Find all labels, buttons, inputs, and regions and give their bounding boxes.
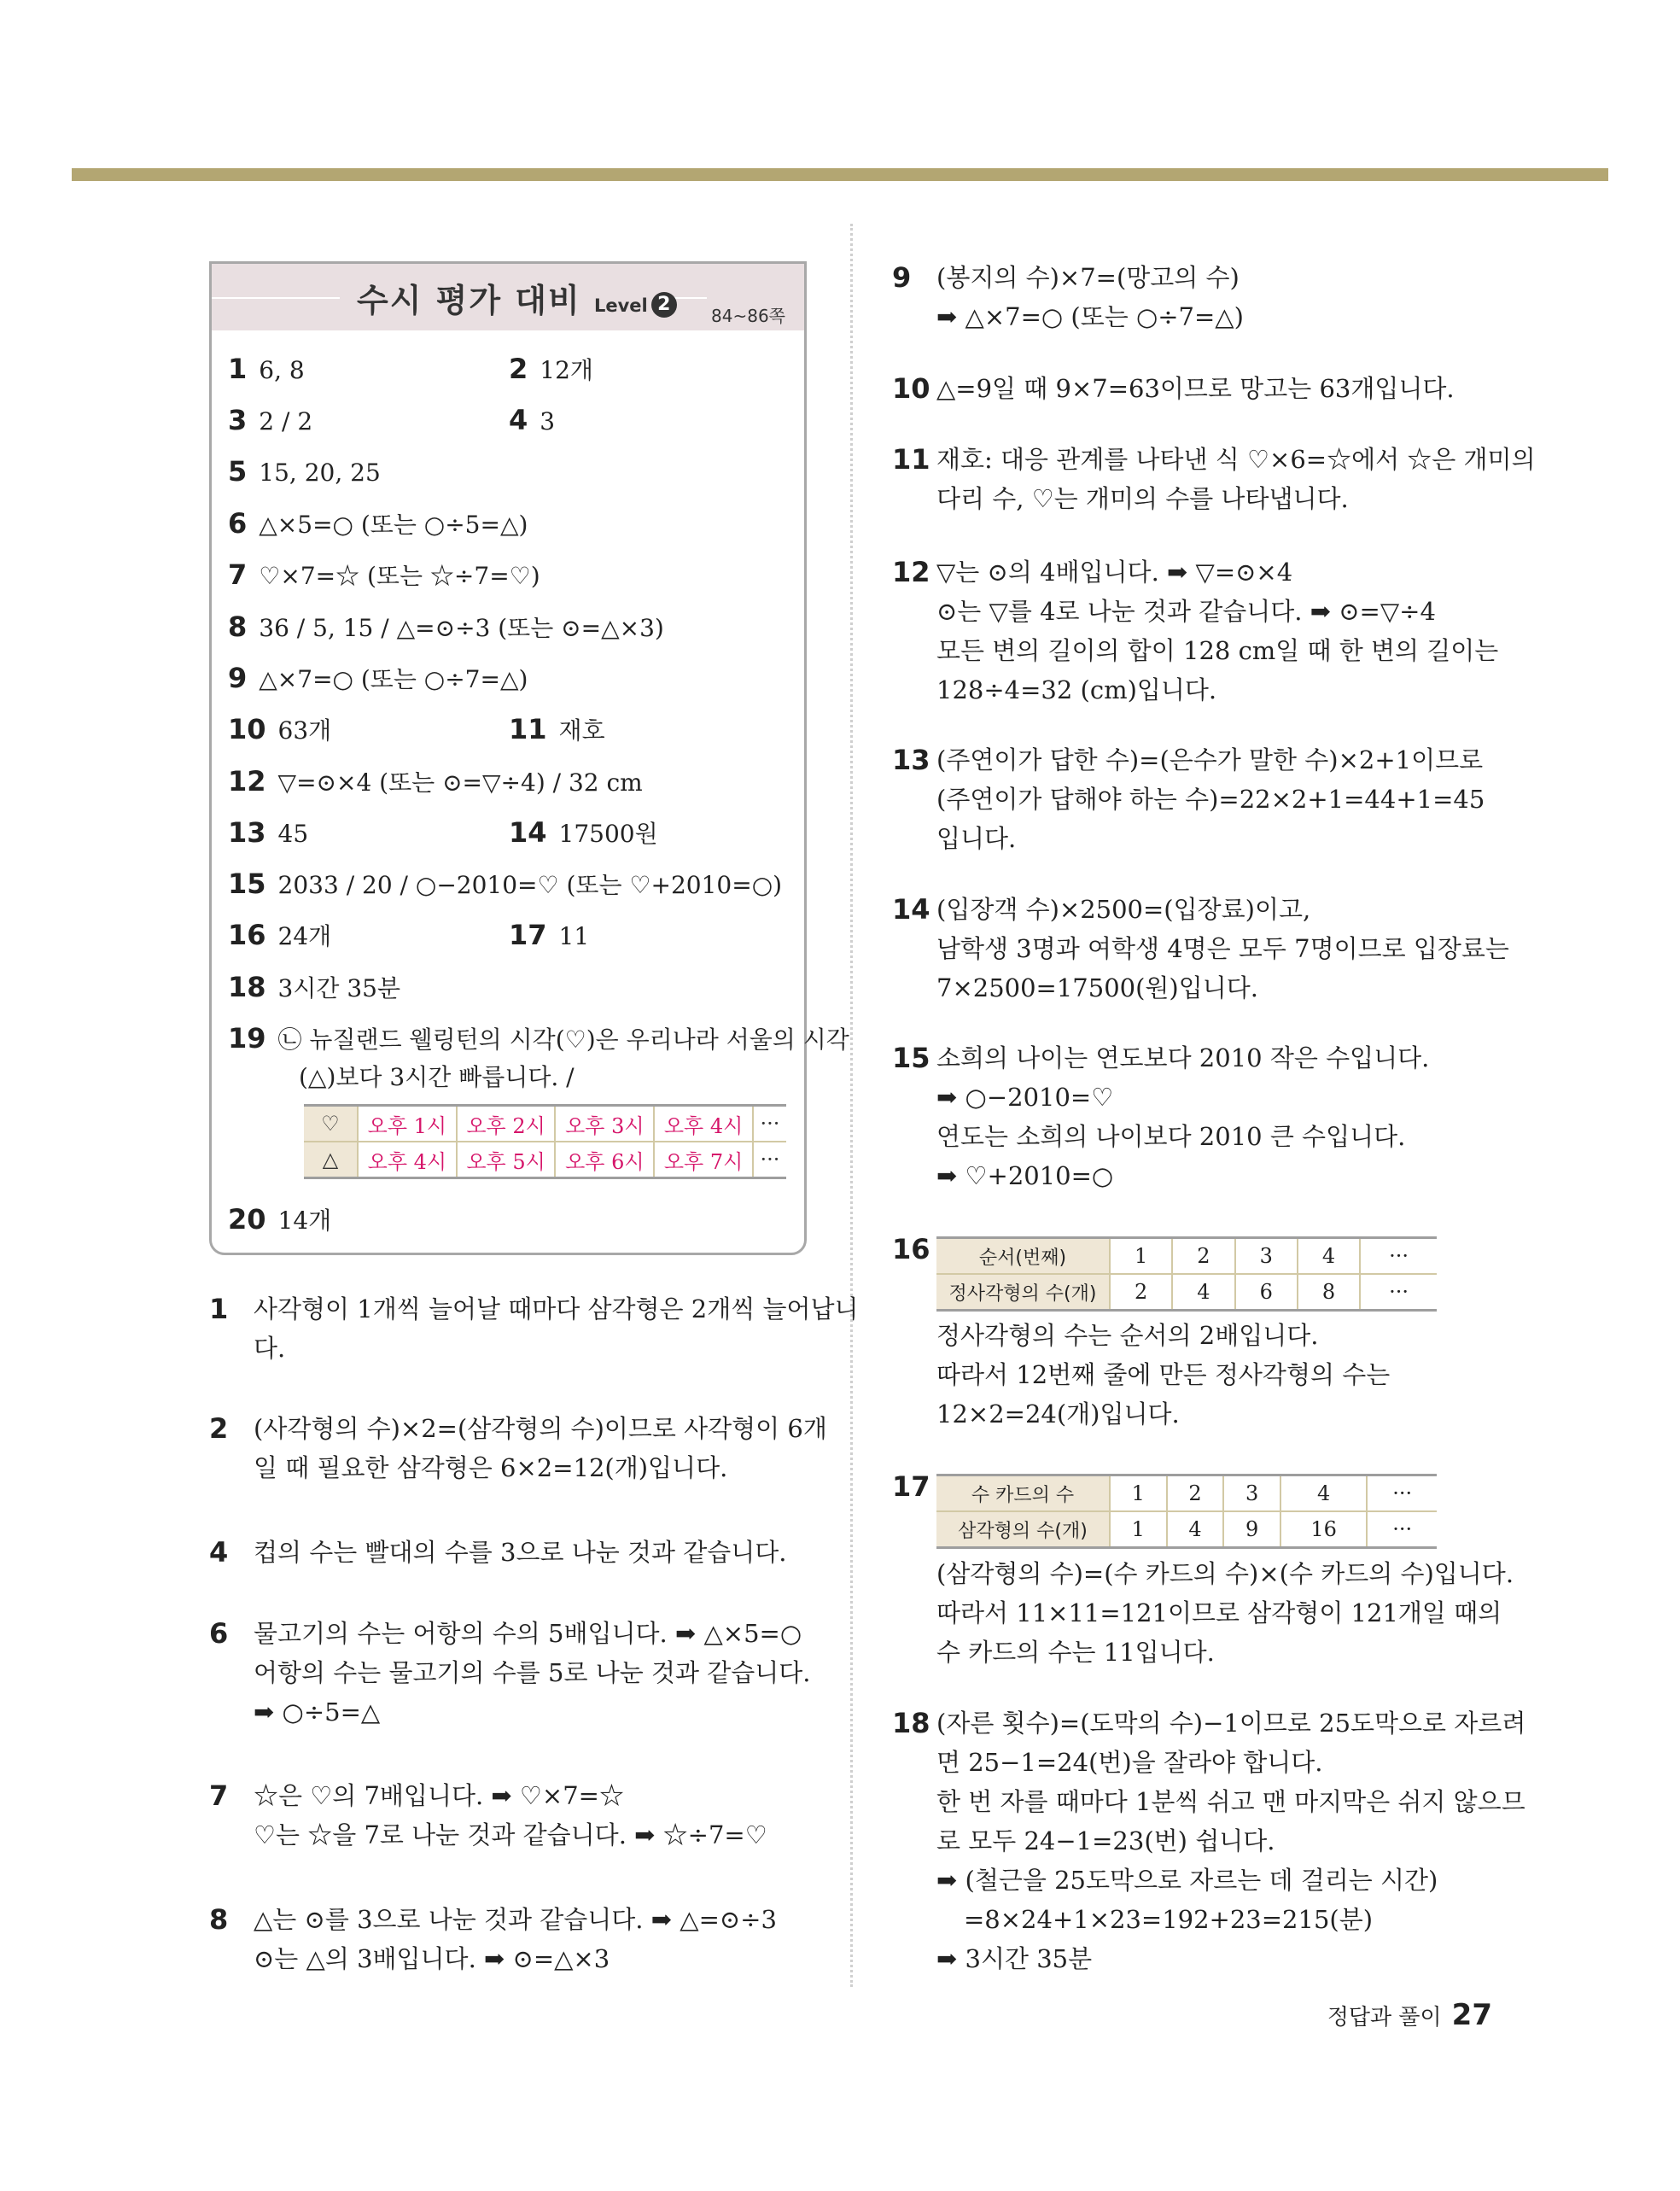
solution-line: 수 카드의 수는 11입니다. — [936, 1638, 1215, 1667]
answer-number: 8 — [228, 611, 248, 643]
solution-line: ♡는 ☆을 7로 나눈 것과 같습니다. ➡ ☆÷7=♡ — [254, 1820, 767, 1849]
solution-8 — [209, 1900, 777, 1978]
solution-line: 재호: 대응 관계를 나타낸 식 ♡×6=☆에서 ☆은 개미의 — [936, 445, 1536, 474]
header-line-right — [673, 297, 707, 299]
table-cell: 6 — [1235, 1274, 1298, 1311]
solution-4 — [209, 1533, 786, 1572]
table-cell: ··· — [753, 1142, 786, 1178]
table-cell: 오후 1시 — [358, 1106, 457, 1142]
table-cell: 3 — [1223, 1475, 1280, 1512]
answer-number: 11 — [509, 713, 547, 745]
table-cell: 9 — [1223, 1511, 1280, 1548]
answer-8 — [228, 610, 664, 646]
table-cell: 오후 4시 — [358, 1142, 457, 1178]
solution-line: 연도는 소희의 나이보다 2010 큰 수입니다. — [936, 1122, 1406, 1151]
answer-19-table — [304, 1104, 786, 1179]
solution-number: 2 — [209, 1412, 229, 1445]
solution-line: ➡ ○÷5=△ — [254, 1697, 381, 1727]
answer-text: 재호 — [558, 716, 605, 745]
table-row — [936, 1238, 1437, 1275]
answer-text: 11 — [558, 922, 590, 950]
solution-line: 면 25−1=24(번)을 잘라야 합니다. — [936, 1748, 1323, 1777]
answer-4 — [509, 403, 555, 439]
solution-line: 사각형이 1개씩 늘어날 때마다 삼각형은 2개씩 늘어납니 — [254, 1294, 859, 1323]
answer-9 — [228, 661, 528, 697]
solution-number: 17 — [892, 1470, 930, 1503]
answer-11 — [509, 712, 605, 748]
table-row — [936, 1511, 1437, 1548]
table-cell: ··· — [1367, 1475, 1437, 1512]
solution-line: ➡ 3시간 35분 — [936, 1944, 1093, 1973]
solution-number: 13 — [892, 744, 930, 776]
page-footer — [1327, 1998, 1492, 2032]
solution-line: (사각형의 수)×2=(삼각형의 수)이므로 사각형이 6개 — [254, 1414, 827, 1443]
answer-5 — [228, 454, 381, 490]
answer-number: 4 — [509, 404, 528, 436]
solution-number: 11 — [892, 443, 930, 476]
solution-line: (주연이가 답해야 하는 수)=22×2+1=44+1=45 — [936, 785, 1485, 814]
solution-line: △는 ⊙를 3으로 나눈 것과 같습니다. ➡ △=⊙÷3 — [254, 1905, 777, 1934]
answer-text: ㉡ 뉴질랜드 웰링턴의 시각(♡)은 우리나라 서울의 시각 — [277, 1025, 849, 1054]
top-rule — [72, 168, 1608, 181]
answer-text: 2 / 2 — [259, 407, 313, 435]
solution-line: 일 때 필요한 삼각형은 6×2=12(개)입니다. — [254, 1453, 728, 1482]
table-cell: 2 — [1172, 1238, 1234, 1275]
solution-line: ☆은 ♡의 7배입니다. ➡ ♡×7=☆ — [254, 1781, 624, 1810]
solution-line: (주연이가 답한 수)=(은수가 말한 수)×2+1이므로 — [936, 745, 1484, 774]
solution-line: (봉지의 수)×7=(망고의 수) — [936, 263, 1240, 292]
answer-text: 12개 — [540, 356, 593, 384]
answer-text: ▽=⊙×4 (또는 ⊙=▽÷4) / 32 cm — [277, 768, 643, 797]
answer-12 — [228, 764, 643, 800]
solution-9 — [892, 258, 1244, 336]
solution-line: ▽는 ⊙의 4배입니다. ➡ ▽=⊙×4 — [936, 558, 1293, 587]
solution-line: 7×2500=17500(원)입니다. — [936, 973, 1259, 1002]
solution-line: (삼각형의 수)=(수 카드의 수)×(수 카드의 수)입니다. — [936, 1559, 1514, 1588]
table-cell: 1 — [1110, 1511, 1167, 1548]
table-cell: 4 — [1167, 1511, 1224, 1548]
solution-line: (입장객 수)×2500=(입장료)이고, — [936, 895, 1311, 924]
solution-17-text — [892, 1554, 1514, 1672]
solution-16-table — [936, 1236, 1437, 1312]
solution-line: 한 번 자를 때마다 1분씩 쉬고 맨 마지막은 쉬지 않으므 — [936, 1787, 1525, 1816]
answer-text: △×7=○ (또는 ○÷7=△) — [259, 665, 528, 693]
answer-text: 3시간 35분 — [277, 974, 401, 1002]
solution-13 — [892, 740, 1485, 858]
solution-line: ➡ ○−2010=♡ — [936, 1083, 1114, 1112]
page-range: 84~86쪽 — [711, 306, 785, 326]
solution-number: 12 — [892, 556, 930, 588]
answer-text: 63개 — [277, 716, 332, 745]
solution-line: △=9일 때 9×7=63이므로 망고는 63개입니다. — [936, 374, 1455, 403]
solution-line: 다. — [254, 1334, 286, 1363]
header-line-left — [212, 297, 340, 299]
footer-label: 정답과 풀이 — [1327, 2005, 1442, 2030]
solution-18 — [892, 1703, 1525, 1978]
answer-number: 19 — [228, 1022, 266, 1055]
answer-19-cont — [299, 1060, 575, 1095]
answer-number: 7 — [228, 558, 248, 591]
solution-line: =8×24+1×23=192+23=215(분) — [964, 1905, 1374, 1934]
table-cell: 오후 6시 — [555, 1142, 654, 1178]
solution-12 — [892, 552, 1498, 710]
solution-line: 남학생 3명과 여학생 4명은 모두 7명이므로 입장료는 — [936, 934, 1509, 963]
answer-text: 14개 — [277, 1207, 332, 1235]
answer-19 — [228, 1021, 849, 1057]
solution-line: ⊙는 △의 3배입니다. ➡ ⊙=△×3 — [254, 1944, 610, 1973]
table-cell: 1 — [1110, 1238, 1172, 1275]
solution-line: 입니다. — [936, 824, 1017, 853]
level-number: 2 — [651, 292, 677, 318]
solution-1 — [209, 1289, 859, 1368]
solution-line: 따라서 12번째 줄에 만든 정사각형의 수는 — [936, 1360, 1391, 1389]
answer-text: 3 — [540, 407, 556, 435]
solution-number: 18 — [892, 1707, 930, 1739]
table-cell: 오후 2시 — [457, 1106, 556, 1142]
answer-text: 36 / 5, 15 / △=⊙÷3 (또는 ⊙=△×3) — [259, 614, 664, 642]
answer-number: 20 — [228, 1203, 266, 1236]
solution-line: 소희의 나이는 연도보다 2010 작은 수입니다. — [936, 1043, 1430, 1072]
solution-line: 어항의 수는 물고기의 수를 5로 나눈 것과 같습니다. — [254, 1658, 811, 1687]
answer-7 — [228, 558, 540, 593]
solution-14 — [892, 890, 1509, 1008]
solution-number: 4 — [209, 1536, 229, 1569]
box-title — [357, 274, 677, 321]
table-cell: 수 카드의 수 — [936, 1475, 1110, 1512]
answer-number: 18 — [228, 971, 266, 1003]
table-cell: ··· — [1367, 1511, 1437, 1548]
answer-text: 17500원 — [558, 820, 658, 848]
solution-11 — [892, 440, 1536, 518]
solution-line: 컵의 수는 빨대의 수를 3으로 나눈 것과 같습니다. — [254, 1538, 787, 1567]
solution-line: 로 모두 24−1=23(번) 쉽니다. — [936, 1826, 1275, 1855]
answer-20 — [228, 1202, 331, 1238]
table-cell: 2 — [1110, 1274, 1172, 1311]
solution-number: 6 — [209, 1617, 229, 1650]
solution-number: 14 — [892, 893, 930, 926]
answer-number: 3 — [228, 404, 248, 436]
table-cell: 오후 3시 — [555, 1106, 654, 1142]
answer-text: 45 — [277, 820, 309, 848]
answer-text: 6, 8 — [259, 356, 305, 384]
table-cell: 4 — [1172, 1274, 1234, 1311]
answer-number: 5 — [228, 455, 248, 488]
table-cell: 8 — [1298, 1274, 1360, 1311]
solution-17-table — [936, 1474, 1437, 1549]
answer-number: 10 — [228, 713, 266, 745]
solution-16-text — [892, 1316, 1390, 1434]
table-cell: ··· — [753, 1106, 786, 1142]
answer-3 — [228, 403, 312, 439]
table-cell: 4 — [1280, 1475, 1367, 1512]
table-row — [304, 1142, 786, 1178]
answer-number: 9 — [228, 662, 248, 694]
box-title-text: 수시 평가 대비 — [357, 282, 581, 319]
answer-number: 1 — [228, 353, 248, 385]
answer-2 — [509, 352, 593, 388]
page-number: 27 — [1451, 1998, 1492, 2032]
table-cell: 3 — [1235, 1238, 1298, 1275]
table-cell: 오후 4시 — [654, 1106, 753, 1142]
solution-line: 128÷4=32 (cm)입니다. — [936, 675, 1217, 704]
solution-number: 16 — [892, 1233, 930, 1265]
table-cell: 순서(번째) — [936, 1238, 1110, 1275]
answer-18 — [228, 970, 400, 1006]
solution-6 — [209, 1614, 810, 1732]
table-cell: △ — [304, 1142, 358, 1178]
answer-text: 2033 / 20 / ○−2010=♡ (또는 ♡+2010=○) — [277, 871, 783, 899]
solution-number: 1 — [209, 1293, 229, 1325]
answer-text: ♡×7=☆ (또는 ☆÷7=♡) — [259, 562, 540, 590]
solution-line: 따라서 11×11=121이므로 삼각형이 121개일 때의 — [936, 1598, 1502, 1627]
table-cell: 정사각형의 수(개) — [936, 1274, 1110, 1311]
table-row — [304, 1106, 786, 1142]
answer-text: (△)보다 3시간 빠릅니다. / — [299, 1063, 575, 1091]
solution-number: 9 — [892, 261, 912, 294]
level-label: Level — [593, 295, 648, 316]
answer-15 — [228, 867, 782, 903]
solution-15 — [892, 1038, 1429, 1195]
table-row — [936, 1274, 1437, 1311]
answer-text: 24개 — [277, 922, 332, 950]
table-cell: 삼각형의 수(개) — [936, 1511, 1110, 1548]
table-cell: 오후 7시 — [654, 1142, 753, 1178]
answer-number: 15 — [228, 868, 266, 900]
solution-line: ➡ (철근을 25도막으로 자르는 데 걸리는 시간) — [936, 1866, 1438, 1895]
answer-10 — [228, 712, 331, 748]
solution-number: 7 — [209, 1779, 229, 1812]
solution-2 — [209, 1409, 827, 1487]
answer-text: △×5=○ (또는 ○÷5=△) — [259, 511, 528, 539]
table-cell: 오후 5시 — [457, 1142, 556, 1178]
answer-14 — [509, 815, 658, 851]
table-cell: ♡ — [304, 1106, 358, 1142]
table-cell: 1 — [1110, 1475, 1167, 1512]
solution-line: 물고기의 수는 어항의 수의 5배입니다. ➡ △×5=○ — [254, 1619, 802, 1648]
column-divider — [850, 224, 853, 1987]
table-cell: 2 — [1167, 1475, 1224, 1512]
solution-line: ➡ ♡+2010=○ — [936, 1161, 1114, 1190]
solution-line: ➡ △×7=○ (또는 ○÷7=△) — [936, 302, 1244, 331]
solution-line: 정사각형의 수는 순서의 2배입니다. — [936, 1321, 1319, 1350]
solution-line: 12×2=24(개)입니다. — [936, 1399, 1180, 1429]
answer-box-header — [212, 264, 804, 330]
table-cell: 16 — [1280, 1511, 1367, 1548]
answer-16 — [228, 918, 331, 954]
answer-6 — [228, 506, 528, 542]
solution-number: 8 — [209, 1903, 229, 1936]
answer-number: 12 — [228, 765, 266, 798]
answer-number: 16 — [228, 919, 266, 951]
answer-text: 15, 20, 25 — [259, 459, 381, 487]
table-cell: 4 — [1298, 1238, 1360, 1275]
answer-number: 13 — [228, 816, 266, 849]
answer-17 — [509, 918, 589, 954]
answer-number: 2 — [509, 353, 528, 385]
table-row — [936, 1475, 1437, 1512]
solution-line: 모든 변의 길이의 합이 128 cm일 때 한 변의 길이는 — [936, 636, 1499, 665]
solution-number: 15 — [892, 1042, 930, 1074]
answer-1 — [228, 352, 305, 388]
solution-10 — [892, 369, 1455, 408]
table-cell: ··· — [1360, 1274, 1437, 1311]
solution-line: ⊙는 ▽를 4로 나눈 것과 같습니다. ➡ ⊙=▽÷4 — [936, 597, 1436, 626]
table-cell: ··· — [1360, 1238, 1437, 1275]
answer-number: 17 — [509, 919, 547, 951]
solution-line: 다리 수, ♡는 개미의 수를 나타냅니다. — [936, 484, 1349, 513]
answer-13 — [228, 815, 308, 851]
solution-number: 10 — [892, 372, 930, 405]
answer-number: 14 — [509, 816, 547, 849]
solution-line: (자른 횟수)=(도막의 수)−1이므로 25도막으로 자르려 — [936, 1709, 1526, 1738]
answer-number: 6 — [228, 507, 248, 540]
solution-7 — [209, 1776, 767, 1855]
